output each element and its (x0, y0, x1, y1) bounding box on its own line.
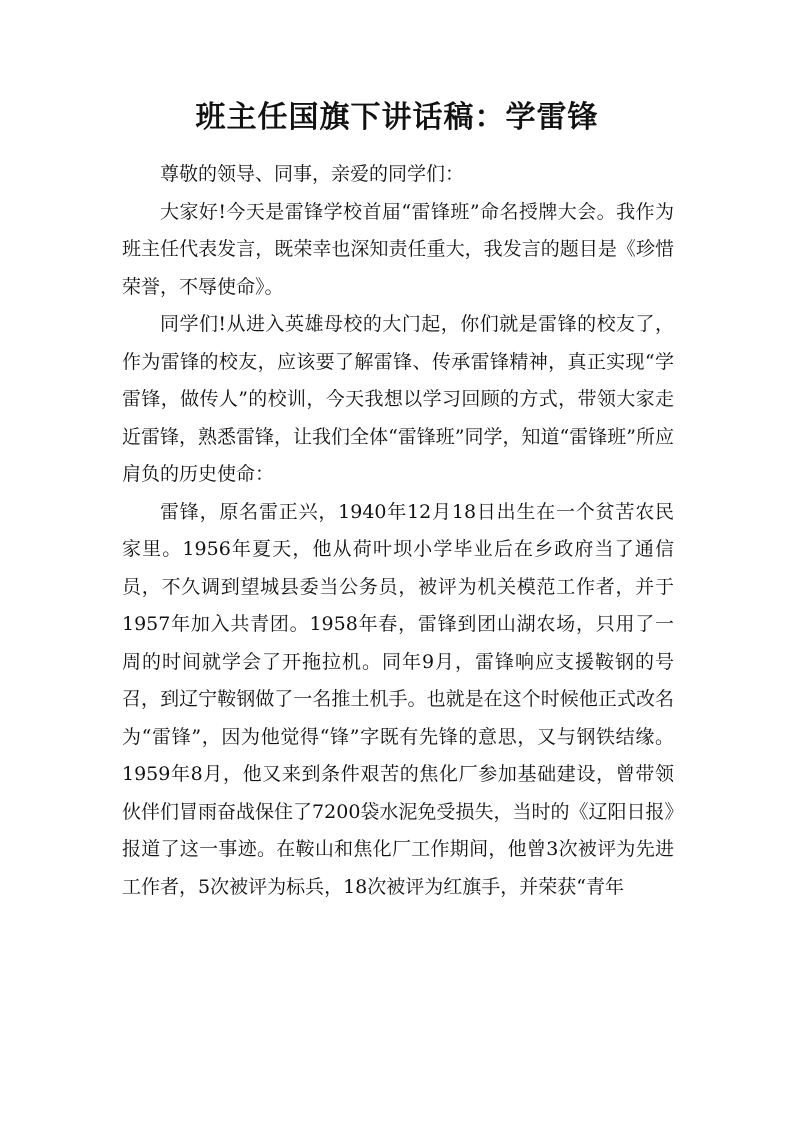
document-body (122, 156, 674, 906)
body-paragraph: 雷锋，原名雷正兴，1940年12月18日出生在一个贫苦农民家里。1956年夏天，他从荷叶坝小学毕业后在乡政府当了通信员，不久调到望城县委当公务员，被评为机关模范工作者，并于1957年加入共青团。1958年春，雷锋到团山湖农场，只用了一周的时间就学会了开拖拉机。同年9月，雷锋响应支援鞍钢的号召，到辽宁鞍钢做了一名推土机手。也就是在这个时候他正式改名为“雷锋”，因为他觉得“锋”字既有先锋的意思，又与钢铁结缘。1959年8月，他又来到条件艰苦的焦化厂参加基础建设，曾带领伙伴们冒雨奋战保住了7200袋水泥免受损失，当时的《辽阳日报》报道了这一事迹。在鞍山和焦化厂工作期间，他曾3次被评为先进工作者，5次被评为标兵，18次被评为红旗手，并荣获“青年 (122, 500, 674, 898)
document-title: 班主任国旗下讲话稿：学雷锋 (195, 100, 599, 135)
body-paragraph: 大家好!今天是雷锋学校首届“雷锋班”命名授牌大会。我作为班主任代表发言，既荣幸也深知责任重大，我发言的题目是《珍惜荣誉，不辱使命》。 (122, 200, 674, 298)
body-paragraph: 同学们!从进入英雄母校的大门起，你们就是雷锋的校友了，作为雷锋的校友，应该要了解雷锋、传承雷锋精神，真正实现“学雷锋，做传人”的校训，今天我想以学习回顾的方式，带领大家走近雷锋，熟悉雷锋，让我们全体“雷锋班”同学，知道“雷锋班”所应肩负的历史使命： (122, 313, 674, 485)
salutation-paragraph: 尊敬的领导、同事，亲爱的同学们： (160, 163, 465, 185)
